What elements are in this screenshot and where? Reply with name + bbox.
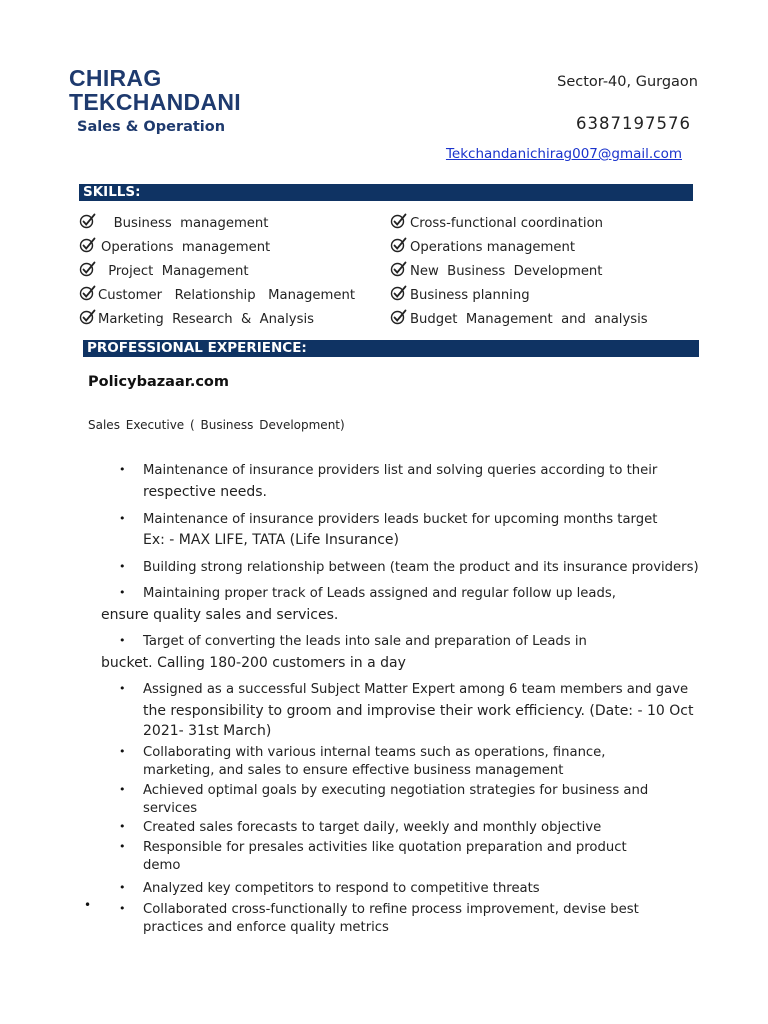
bullet-icon: • — [119, 682, 126, 695]
skill-item: New Business Development — [410, 264, 603, 279]
bullet-text: Assigned as a successful Subject Matter Expert among 6 team members and gave — [143, 682, 689, 697]
bullet-text: Building strong relationship between (team the product and its insurance providers) — [143, 560, 699, 575]
checkmark-icon — [79, 212, 96, 229]
bullet-icon: • — [119, 820, 126, 833]
company-name: Policybazaar.com — [88, 374, 230, 390]
bullet-text: demo — [143, 858, 181, 873]
job-subtitle: Sales & Operation — [77, 119, 226, 135]
skill-item: Customer Relationship Management — [98, 288, 356, 303]
checkmark-icon — [79, 260, 96, 277]
checkmark-icon — [79, 308, 96, 325]
bullet-text: Target of converting the leads into sale and preparation of Leads in — [143, 634, 587, 649]
skill-item: Business planning — [410, 288, 530, 303]
stray-bullet-icon: • — [84, 898, 92, 912]
bullet-icon: • — [119, 512, 126, 525]
checkmark-icon — [79, 236, 96, 253]
skill-item: Operations management — [410, 240, 576, 255]
bullet-text: Collaborated cross-functionally to refine process improvement, devise best — [143, 902, 639, 917]
bullet-icon: • — [119, 463, 126, 476]
bullet-text: Analyzed key competitors to respond to competitive threats — [143, 881, 540, 896]
skill-item: Business management — [101, 216, 269, 231]
bullet-text: services — [143, 801, 198, 816]
bullet-text: respective needs. — [143, 484, 268, 500]
bullet-icon: • — [119, 840, 126, 853]
phone-number: 6387197576 — [576, 114, 691, 133]
bullet-text: 2021- 31st March) — [143, 723, 272, 739]
checkmark-icon — [390, 212, 407, 229]
checkmark-icon — [390, 236, 407, 253]
bullet-text: marketing, and sales to ensure effective business management — [143, 763, 564, 778]
bullet-text: Created sales forecasts to target daily, weekly and monthly objective — [143, 820, 602, 835]
checkmark-icon — [390, 260, 407, 277]
bullet-text: Maintaining proper track of Leads assigned and regular follow up leads, — [143, 586, 616, 601]
skills-heading: SKILLS: — [79, 184, 693, 201]
checkmark-icon — [390, 284, 407, 301]
job-role: Sales Executive ( Business Development) — [88, 418, 345, 432]
bullet-icon: • — [119, 586, 126, 599]
bullet-icon: • — [119, 783, 126, 796]
bullet-icon: • — [119, 902, 126, 915]
bullet-text: Collaborating with various internal teams such as operations, finance, — [143, 745, 606, 760]
bullet-text: ensure quality sales and services. — [101, 607, 339, 623]
checkmark-icon — [390, 308, 407, 325]
bullet-text: Responsible for presales activities like quotation preparation and product — [143, 840, 627, 855]
bullet-text: Maintenance of insurance providers list and solving queries according to their — [143, 463, 658, 478]
name-first: CHIRAG — [69, 65, 162, 91]
bullet-icon: • — [119, 560, 126, 573]
skill-item: Project Management — [104, 264, 249, 279]
skill-item: Operations management — [101, 240, 271, 255]
bullet-icon: • — [119, 745, 126, 758]
bullet-icon: • — [119, 634, 126, 647]
bullet-text: bucket. Calling 180-200 customers in a day — [101, 655, 406, 671]
email-link[interactable]: Tekchandanichirag007@gmail.com — [445, 146, 682, 162]
checkmark-icon — [79, 284, 96, 301]
bullet-text: Ex: - MAX LIFE, TATA (Life Insurance) — [143, 532, 399, 548]
experience-heading: PROFESSIONAL EXPERIENCE: — [83, 340, 699, 357]
address: Sector-40, Gurgaon — [557, 74, 698, 90]
skill-item: Marketing Research & Analysis — [98, 312, 314, 327]
bullet-text: practices and enforce quality metrics — [143, 920, 389, 935]
bullet-icon: • — [119, 881, 126, 894]
skill-item: Cross-functional coordination — [410, 216, 604, 231]
bullet-text: the responsibility to groom and improvise their work efficiency. (Date: - 10 Oct — [143, 702, 694, 719]
name-last: TEKCHANDANI — [69, 89, 241, 115]
bullet-text: Maintenance of insurance providers leads bucket for upcoming months target — [143, 512, 658, 527]
bullet-text: Achieved optimal goals by executing negotiation strategies for business and — [143, 783, 649, 798]
name-heading — [69, 66, 241, 114]
skill-item: Budget Management and analysis — [410, 312, 648, 327]
